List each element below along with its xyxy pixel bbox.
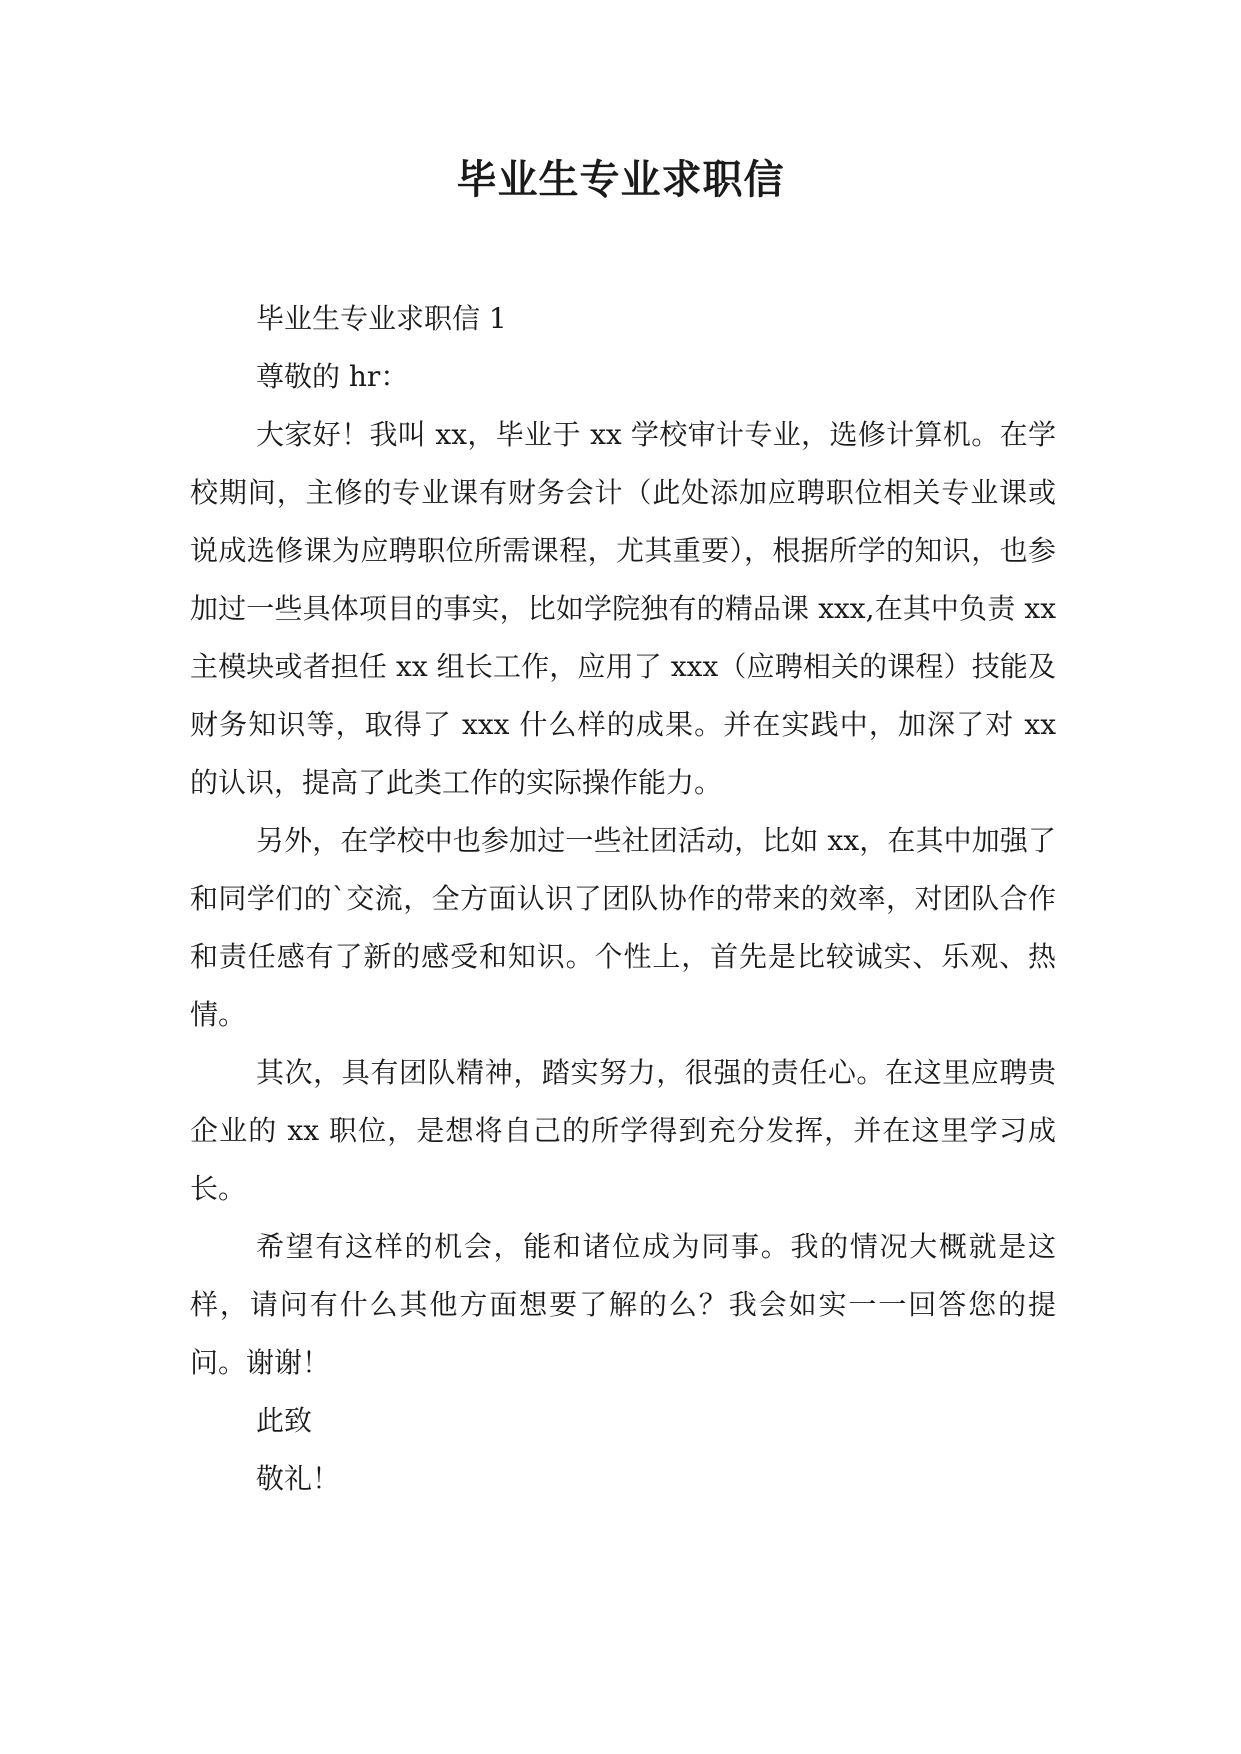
closing-line-1: 此致 [256,1404,313,1437]
paragraph-introduction: 大家好！我叫 xx，毕业于 xx 学校审计专业，选修计算机。在学校期间，主修的专业课有财务会计（此处添加应聘职位相关专业课或说成选修课为应聘职位所需课程，尤其重要），根据所学的知识，也参加过一些具体项目的事实，比如学院独有的精品课 xxx,在其中负责 xx 主模块或者担任 xx 组长工作，应用了 xxx（应聘相关的课程）技能及财务知识等，取得了 xxx 什么样的成果。并在实践中，加深了对 xx 的认识，提高了此类工作的实际操作能力。 [190,418,1056,799]
paragraph-strengths: 其次，具有团队精神，踏实努力，很强的责任心。在这里应聘贵企业的 xx 职位，是想将自己的所学得到充分发挥，并在这里学习成长。 [190,1056,1056,1205]
closing-line-2: 敬礼！ [256,1462,341,1495]
page-title: 毕业生专业求职信 [456,157,785,203]
letter-body [190,290,1056,1508]
paragraph-closing: 希望有这样的机会，能和诸位成为同事。我的情况大概就是这样，请问有什么其他方面想要了解的么？我会如实一一回答您的提问。谢谢！ [190,1230,1056,1379]
paragraph-activities: 另外，在学校中也参加过一些社团活动，比如 xx，在其中加强了和同学们的`交流，全方面认识了团队协作的带来的效率，对团队合作和责任感有了新的感受和知识。个性上，首先是比较诚实、乐观、热情。 [190,824,1056,1031]
salutation: 尊敬的 hr： [256,360,409,393]
letter-heading: 毕业生专业求职信 1 [256,302,507,335]
